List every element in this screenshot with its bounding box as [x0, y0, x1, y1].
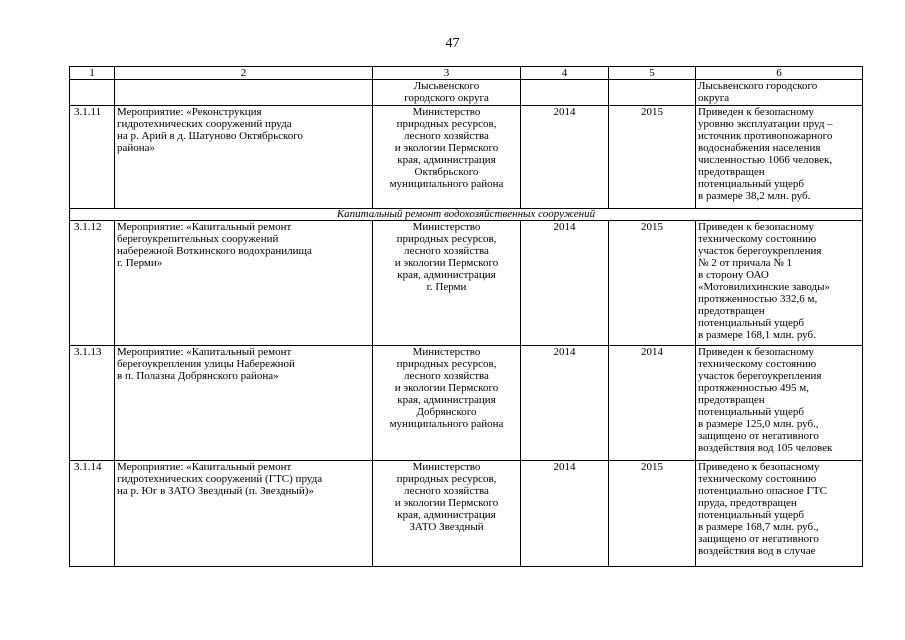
- cell-line: потенциальный ущерб: [698, 178, 804, 190]
- cell-line: набережной Воткинского водохранилища: [117, 245, 312, 257]
- expected-result: [696, 221, 863, 346]
- cell-line: Мероприятие: «Реконструкция: [117, 106, 262, 118]
- cell-line: предотвращен: [698, 394, 765, 406]
- cell-line: края, администрация: [397, 394, 496, 406]
- cell-line: Министерство: [412, 221, 481, 233]
- cell-line: потенциальный ущерб: [698, 406, 804, 418]
- end-year: [609, 80, 696, 106]
- row-number: 3.1.13: [70, 346, 115, 461]
- executor: [373, 461, 521, 567]
- cell-line: на р. Арий в д. Шатуново Октябрьского: [117, 130, 304, 142]
- row-number: 3.1.14: [70, 461, 115, 567]
- cell-line: района»: [117, 142, 156, 154]
- cell-line: лесного хозяйства: [404, 245, 489, 257]
- cell-line: Мероприятие: «Капитальный ремонт: [117, 461, 292, 473]
- cell-line: «Мотовилихинские заводы»: [698, 281, 831, 293]
- header-cell: 1: [70, 67, 115, 80]
- cell-line: воздействия вод 105 человек: [698, 442, 833, 454]
- header-cell: 2: [115, 67, 373, 80]
- header-cell: 6: [696, 67, 863, 80]
- cell-line: численностью 1066 человек,: [698, 154, 833, 166]
- cell-line: природных ресурсов,: [396, 358, 497, 370]
- cell-line: защищено от негативного: [698, 430, 819, 442]
- cell-line: предотвращен: [698, 166, 765, 178]
- cell-line: края, администрация: [397, 509, 496, 521]
- cell-line: участок берегоукрепления: [698, 245, 822, 257]
- cell-line: участок берегоукрепления: [698, 370, 822, 382]
- cell-line: и экологии Пермского: [394, 257, 499, 269]
- cell-line: гидротехнических сооружений (ГТС) пруда: [117, 473, 323, 485]
- cell-line: в размере 38,2 млн. руб.: [698, 190, 811, 202]
- cell-line: в п. Полазна Добрянского района»: [117, 370, 279, 382]
- cell-line: Добрянского: [416, 406, 477, 418]
- executor: [373, 346, 521, 461]
- cell-line: Министерство: [412, 106, 481, 118]
- cell-line: техническому состоянию: [698, 233, 817, 245]
- program-table: [69, 66, 863, 567]
- cell-line: и экологии Пермского: [394, 497, 499, 509]
- start-year: 2014: [521, 461, 609, 567]
- cell-line: протяженностью 332,6 м,: [698, 293, 818, 305]
- row-number: 3.1.12: [70, 221, 115, 346]
- cell-line: г. Перми»: [117, 257, 163, 269]
- cell-line: берегоукрепления улицы Набережной: [117, 358, 295, 370]
- start-year: 2014: [521, 221, 609, 346]
- cell-line: в сторону ОАО: [698, 269, 769, 281]
- cell-line: гидротехнических сооружений пруда: [117, 118, 292, 130]
- cell-line: г. Перми: [426, 281, 467, 293]
- activity-name: [115, 461, 373, 567]
- activity-name: [115, 346, 373, 461]
- cell-line: пруда, предотвращен: [698, 497, 797, 509]
- table-row: [70, 106, 863, 209]
- cell-line: потенциальный ущерб: [698, 509, 804, 521]
- cell-line: муниципального района: [389, 178, 504, 190]
- cell-line: Октябрьского: [414, 166, 479, 178]
- cell-line: в размере 168,7 млн. руб.,: [698, 521, 819, 533]
- cell-line: воздействия вод в случае: [698, 545, 816, 557]
- cell-line: Приведен к безопасному: [698, 106, 814, 118]
- end-year: 2015: [609, 461, 696, 567]
- activity-name: [115, 221, 373, 346]
- cell-line: уровню эксплуатации пруд –: [698, 118, 833, 130]
- cell-line: Министерство: [412, 346, 481, 358]
- table-row: [70, 346, 863, 461]
- expected-result: [696, 106, 863, 209]
- page-number: 47: [445, 36, 460, 51]
- cell-line: в размере 168,1 млн. руб.: [698, 329, 816, 341]
- cell-line: Лысьвенского: [413, 80, 480, 92]
- activity-name: [115, 80, 373, 106]
- end-year: 2015: [609, 106, 696, 209]
- activity-name: [115, 106, 373, 209]
- section-title: Капитальный ремонт водохозяйственных сооружений: [70, 209, 863, 221]
- section-row: [70, 209, 863, 221]
- cell-line: защищено от негативного: [698, 533, 819, 545]
- table-row: [70, 80, 863, 106]
- cell-line: городского округа: [404, 92, 489, 104]
- cell-line: природных ресурсов,: [396, 118, 497, 130]
- executor: [373, 80, 521, 106]
- cell-line: края, администрация: [397, 154, 496, 166]
- cell-line: природных ресурсов,: [396, 473, 497, 485]
- table-row: [70, 221, 863, 346]
- cell-line: потенциально опасное ГТС: [698, 485, 827, 497]
- cell-line: Приведено к безопасному: [698, 461, 820, 473]
- row-number: 3.1.11: [70, 106, 115, 209]
- end-year: 2015: [609, 221, 696, 346]
- header-cell: 4: [521, 67, 609, 80]
- executor: [373, 221, 521, 346]
- cell-line: Мероприятие: «Капитальный ремонт: [117, 221, 292, 233]
- executor: [373, 106, 521, 209]
- start-year: 2014: [521, 346, 609, 461]
- cell-line: края, администрация: [397, 269, 496, 281]
- cell-line: Мероприятие: «Капитальный ремонт: [117, 346, 292, 358]
- cell-line: округа: [698, 92, 730, 104]
- start-year: 2014: [521, 106, 609, 209]
- end-year: 2014: [609, 346, 696, 461]
- cell-line: источник противопожарного: [698, 130, 833, 142]
- cell-line: предотвращен: [698, 305, 765, 317]
- expected-result: [696, 346, 863, 461]
- cell-line: протяженностью 495 м,: [698, 382, 809, 394]
- cell-line: ЗАТО Звездный: [409, 521, 484, 533]
- table-row: [70, 461, 863, 567]
- cell-line: и экологии Пермского: [394, 382, 499, 394]
- header-row: [70, 67, 863, 80]
- cell-line: берегоукрепительных сооружений: [117, 233, 279, 245]
- cell-line: потенциальный ущерб: [698, 317, 804, 329]
- start-year: [521, 80, 609, 106]
- cell-line: в размере 125,0 млн. руб.,: [698, 418, 819, 430]
- header-cell: 5: [609, 67, 696, 80]
- header-cell: 3: [373, 67, 521, 80]
- cell-line: Приведен к безопасному: [698, 221, 814, 233]
- cell-line: техническому состоянию: [698, 473, 817, 485]
- cell-line: водоснабжения населения: [698, 142, 821, 154]
- row-number: [70, 80, 115, 106]
- cell-line: муниципального района: [389, 418, 504, 430]
- cell-line: лесного хозяйства: [404, 130, 489, 142]
- cell-line: № 2 от причала № 1: [698, 257, 793, 269]
- cell-line: техническому состоянию: [698, 358, 817, 370]
- cell-line: природных ресурсов,: [396, 233, 497, 245]
- cell-line: Министерство: [412, 461, 481, 473]
- cell-line: Приведен к безопасному: [698, 346, 814, 358]
- cell-line: Лысьвенского городского: [698, 80, 818, 92]
- cell-line: и экологии Пермского: [394, 142, 499, 154]
- cell-line: лесного хозяйства: [404, 370, 489, 382]
- cell-line: лесного хозяйства: [404, 485, 489, 497]
- expected-result: [696, 461, 863, 567]
- expected-result: [696, 80, 863, 106]
- cell-line: на р. Юг в ЗАТО Звездный (п. Звездный)»: [117, 485, 314, 497]
